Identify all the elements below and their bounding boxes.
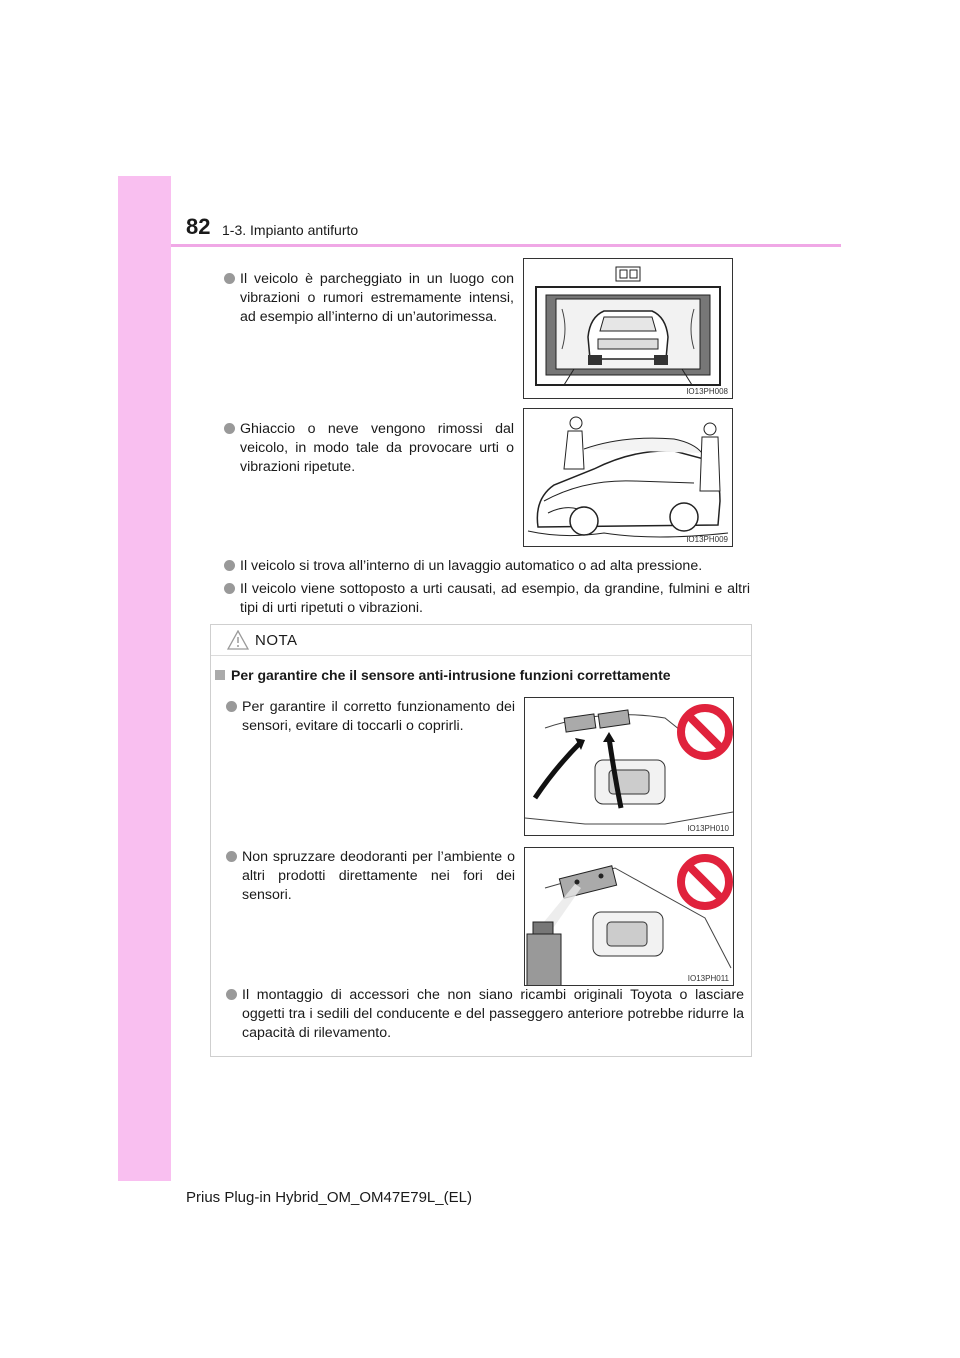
sensor-no-touch-illustration [525,698,733,835]
notice-header [211,625,751,656]
page-sidebar-tab [118,176,171,1181]
figure-garage [523,258,733,399]
header-rule [171,244,841,247]
bullet-garage: Il veicolo è parcheggiato in un luogo con vibrazioni o rumori estremamente intensi, ad esempio all’interno di un’autorimessa. [240,270,514,327]
figure-code: IO13PH009 [686,535,728,544]
figure-code: IO13PH008 [686,387,728,396]
bullet-dot-icon [226,701,237,712]
snow-removal-illustration [524,409,732,546]
footer-manual-id: Prius Plug-in Hybrid_OM_OM47E79L_(EL) [186,1189,472,1206]
bullet-dot-icon [226,989,237,1000]
figure-code: IO13PH010 [687,824,729,833]
figure-snow-removal [523,408,733,547]
notice-label: NOTA [255,632,298,649]
bullet-dot-icon [224,273,235,284]
notice-subheading: Per garantire che il sensore anti-intrusione funzioni correttamente [215,667,671,683]
page-number: 82 [186,214,211,239]
bullet-dot-icon [224,560,235,571]
notice-box [210,624,752,1057]
bullet-car-wash: Il veicolo si trova all’interno di un lavaggio automatico o ad alta pressione. [240,557,750,576]
notice-item-spray: Non spruzzare deodoranti per l’ambiente o altri prodotti direttamente nei fori dei sensori. [242,848,515,905]
bullet-dot-icon [226,851,237,862]
figure-sensor-touch [524,697,734,836]
car-wash-garage-illustration [524,259,732,398]
figure-sensor-spray [524,847,734,986]
section-title: 1-3. Impianto antifurto [222,222,359,238]
figure-code: IO13PH011 [687,974,729,983]
warning-triangle-icon [227,630,249,650]
bullet-impacts: Il veicolo viene sottoposto a urti causati, ad esempio, da grandine, fulmini e altri tipi di urti ripetuti o vibrazioni. [240,580,750,618]
square-bullet-icon [215,670,225,680]
notice-item-touch: Per garantire il corretto funzionamento dei sensori, evitare di toccarli o coprirli. [242,698,515,736]
bullet-dot-icon [224,423,235,434]
notice-item-accessories: Il montaggio di accessori che non siano ricambi originali Toyota o lasciare oggetti tra i sedili del conducente e del passeggero anteriore potrebbe ridurre la capacità di rilevamento. [242,986,744,1043]
bullet-dot-icon [224,583,235,594]
bullet-snow: Ghiaccio o neve vengono rimossi dal veicolo, in modo tale da provocare urti o vibrazioni ripetute. [240,420,514,477]
sensor-no-spray-illustration [525,848,733,985]
